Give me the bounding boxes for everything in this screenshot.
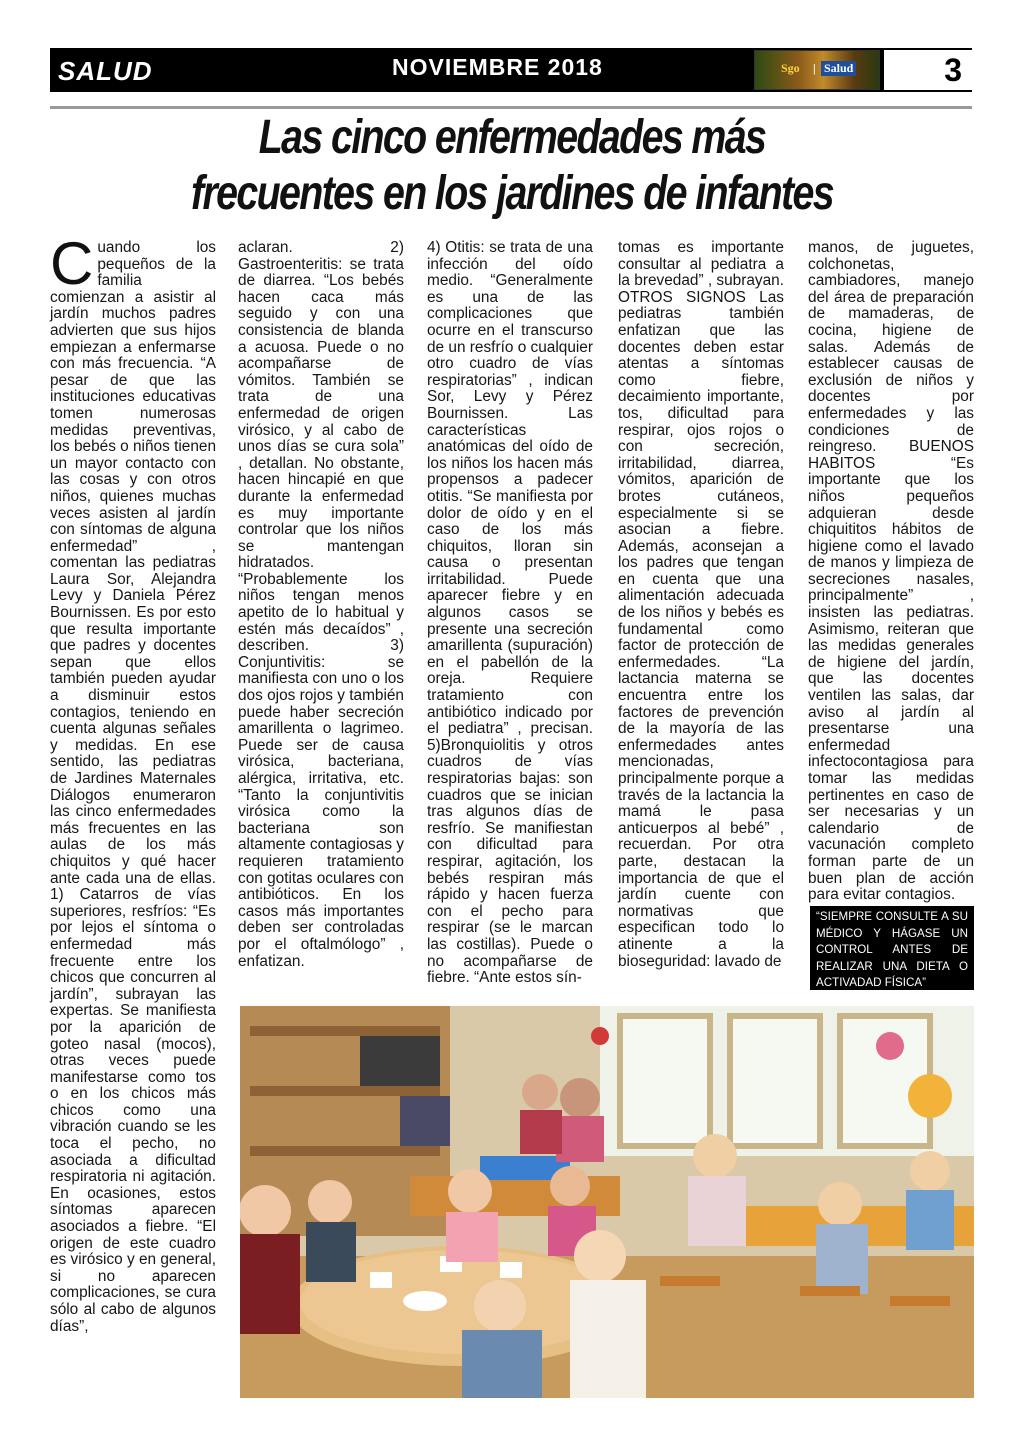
drop-cap: C (50, 230, 94, 297)
pull-quote: “SIEMPRE CONSULTE A SU MÉDICO Y HÁGASE UN CONTROL ANTES DE REALIZAR UNA DIETA O ACTIVADAD FÍSICA” (810, 906, 974, 990)
article-column-3 (427, 240, 593, 987)
column-text: uando los pequeños de la familia comienzan a asistir al jardín muchos padres advierten que sus hijos empiezan a enfermarse con más frecuencia. “A pesar de que las instituciones educativas tomen numerosas medidas preventivas, los bebés o niños tienen un mayor contacto con las cosas y con otros niños, quienes muchas veces asisten al jardín con síntomas de alguna enfermedad” , comentan las pediatras Laura Sor, Alejandra Levy y Daniela Pérez Bournissen. Es por esto que resulta importante que padres y docentes sepan que ellos también pueden ayudar a disminuir estos contagios, teniendo en cuenta algunas señales y medidas. En ese sentido, las pediatras de Jardines Maternales Diálogos enumeraron las cinco enfermedades más frecuentes en las aulas de los más chiquitos y qué hacer ante cada una de ellas. 1) Catarros de vías superiores, resfríos: “Es por lejos el síntoma o enfermedad más frecuente entre los chicos que concurren al jardín”, subrayan las expertas. Se manifiesta por la aparición de goteo nasal (mocos), otras veces puede manifestarse como tos o en los chicos más chicos como una vibración cuando se les toca el pecho, no asociada a dificultad respiratoria ni agitación. En ocasiones, estos síntomas aparecen asociados a fiebre. “El origen de este cuadro es virósico y en general, si no aparecen complicaciones, se cura sólo al cabo de algunos días”, (50, 239, 216, 1335)
page-number-box (884, 50, 972, 90)
column-text: manos, de juguetes, colchonetas, cambiadores, manejo del área de preparación de mamaderas, de cocina, higiene de salas. Además de establecer causas de exclusión de niños y docentes por enfermedades y las condiciones de reingreso. BUENOS HABITOS “Es importante que los niños pequeños adquieran desde chiquititos hábitos de higiene como el lavado de manos y limpieza de secreciones nasales, principalmente” , insisten las pediatras. Asimismo, reiteran que las medidas generales de higiene del jardín, que las docentes ventilen las salas, dar aviso al jardín al presentarse una enfermedad infectocontagiosa para tomar las medidas pertinentes en caso de ser necesarias y un calendario de vacunación completo forman parte de un buen plan de acción para evitar contagios. (808, 239, 974, 904)
page-number: 3 (944, 52, 962, 88)
article-column-5 (808, 240, 974, 904)
classroom-photo (240, 1006, 974, 1398)
column-text: 4) Otitis: se trata de una infección del oído medio. “Generalmente es una de las complicaciones que ocurre en el transcurso de un resfrío o cualquier otro cuadro de vías respiratorias” , indican Sor, Levy y Pérez Bournissen. Las características anatómicas del oído de los niños los hacen más propensos a padecer otitis. “Se manifiesta por dolor de oído y en el caso de los más chiquitos, lloran sin causa o presentan irritabilidad. Puede aparecer fiebre y en algunos casos se presente una secreción amarillenta (supuración) en el pabellón de la oreja. Requiere tratamiento con antibiótico indicado por el pediatra” , precisan. 5)Bronquiolitis y otros cuadros de vías respiratorias bajas: son cuadros que se inician tras algunos días de resfrío. Se manifiestan con dificultad para respirar, agitación, los bebés respiran más rápido y hacen fuerza con el pecho para respirar (se le marcan las costillas). Puede o no acompañarse de fiebre. “Ante estos sín- (427, 239, 593, 987)
article-column-4 (618, 240, 784, 970)
issue-date: NOVIEMBRE 2018 (392, 54, 603, 80)
logo-text-left: Sgo (781, 61, 800, 75)
headline-line-1: Las cinco enfermedades más (258, 111, 766, 164)
headline-line-2: frecuentes en los jardines de infantes (190, 167, 834, 220)
logo-text-right: Salud (821, 61, 856, 76)
section-label: SALUD (58, 56, 153, 86)
column-text: aclaran. 2) Gastroenteritis: se trata de diarrea. “Los bebés hacen caca más seguido y con una consistencia de blanda a acuosa. Puede o no acompañarse de vómitos. También se trata de una enfermedad de origen virósico, y al cabo de unos días se cura sola” , detallan. No obstante, hacen hincapié en que durante la enfermedad es muy importante controlar que los niños se mantengan hidratados. “Probablemente los niños tengan menos apetito de lo habitual y estén más decaídos” , describen. 3) Conjuntivitis: se manifiesta con uno o los dos ojos rojos y también puede haber secreción amarillenta o lagrimeo. Puede ser de causa virósica, bacteriana, alérgica, irritativa, etc. “Tanto la conjuntivitis virósica como la bacteriana son altamente contagiosas y requieren tratamiento con gotitas oculares con antibióticos. En los casos más importantes deben ser controladas por el oftalmólogo” , enfatizan. (238, 239, 404, 970)
column-text: tomas es importante consultar al pediatra a la brevedad” , subrayan. OTROS SIGNOS Las pediatras también enfatizan que las docentes deben estar atentas a síntomas como fiebre, decaimiento importante, tos, dificultad para respirar, ojos rojos o con secreción, irritabilidad, diarrea, vómitos, aparición de brotes cutáneos, especialmente si se asocian a fiebre. Además, aconsejan a los padres que tengan en cuenta que una alimentación adecuada de los niños y bebés es fundamental como factor de protección de enfermedades. “La lactancia materna se encuentra entre los factores de prevención de la mayoría de las enfermedades antes mencionadas, principalmente porque a través de la lactancia la mamá le pasa anticuerpos al bebé” , recuerdan. Por otra parte, destacan la importancia de que el jardín cuente con normativas que especifican todo lo atinente a la bioseguridad: lavado de (618, 239, 784, 970)
classroom-photo-illustration (240, 1006, 974, 1398)
header-rule (50, 106, 972, 109)
article-column-1 (50, 230, 216, 1335)
publication-logo (754, 50, 880, 90)
logo-separator: | (813, 61, 816, 75)
article-column-2 (238, 240, 404, 970)
